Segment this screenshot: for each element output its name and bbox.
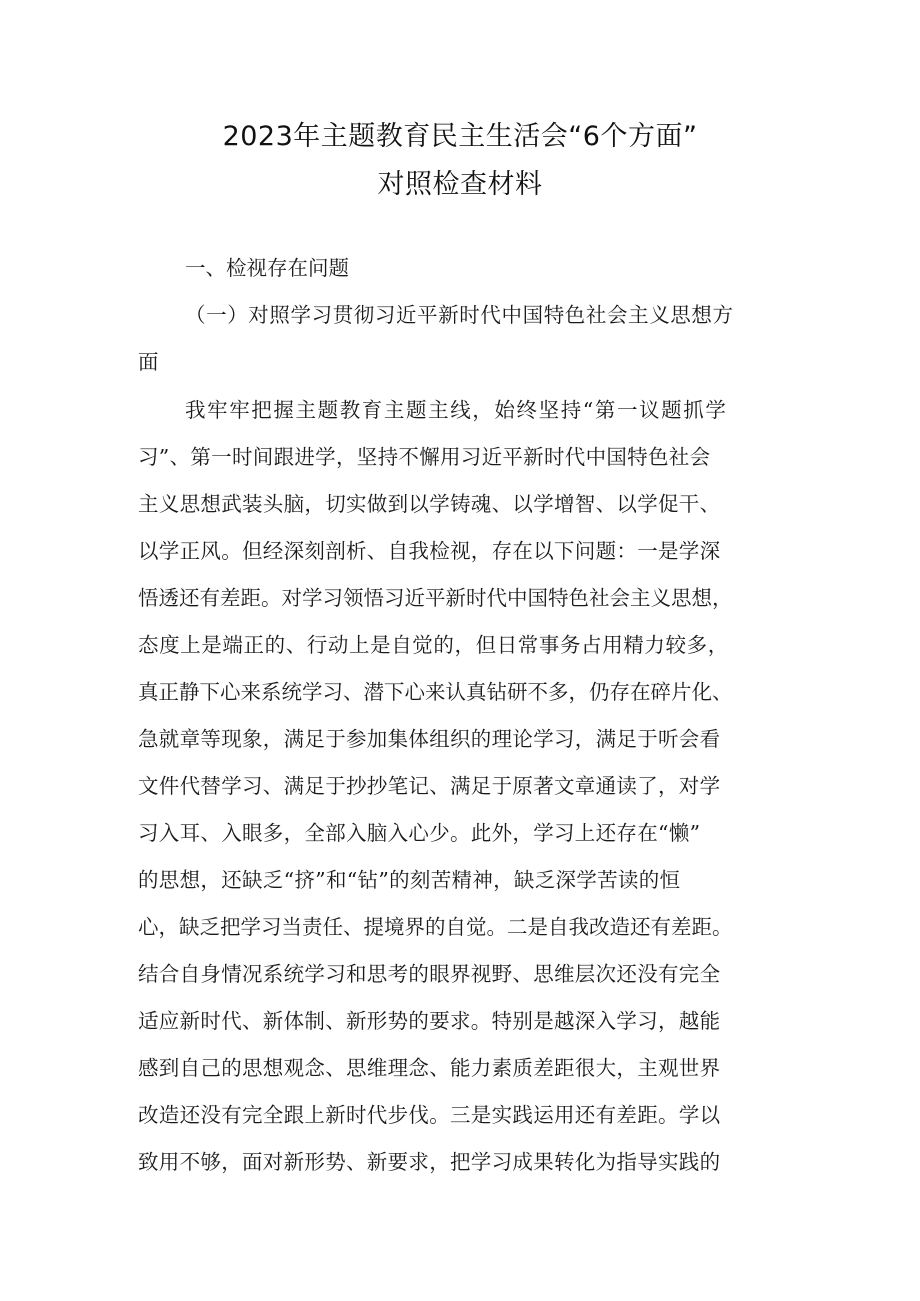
body-line-6: 态度上是端正的、行动上是自觉的，但日常事务占用精力较多， bbox=[138, 633, 729, 657]
body-line-17: 致用不够，面对新形势、新要求，把学习成果转化为指导实践的 bbox=[138, 1150, 721, 1174]
body-line-10: 习入耳、入眼多，全部入脑入心少。此外，学习上还存在“懒” bbox=[138, 821, 701, 845]
body-line-16: 改造还没有完全跟上新时代步伐。三是实践运用还有差距。学以 bbox=[138, 1103, 721, 1127]
section-heading: 一、检视存在问题 bbox=[185, 256, 349, 280]
document-title-line-1: 2023年主题教育民主生活会“6个方面” bbox=[222, 121, 698, 152]
body-line-1: 我牢牢把握主题教育主题主线，始终坚持“第一议题抓学 bbox=[185, 398, 728, 422]
body-line-9: 文件代替学习、满足于抄抄笔记、满足于原著文章通读了，对学 bbox=[138, 774, 721, 798]
body-line-12: 心，缺乏把学习当责任、提境界的自觉。二是自我改造还有差距。 bbox=[138, 915, 733, 939]
body-line-4: 以学正风。但经深刻剖析、自我检视，存在以下问题：一是学深 bbox=[138, 539, 721, 563]
body-line-3: 主义思想武装头脑，切实做到以学铸魂、以学增智、以学促干、 bbox=[138, 492, 721, 516]
document-title-line-2: 对照检查材料 bbox=[377, 169, 543, 200]
subsection-heading-line-2: 面 bbox=[138, 350, 159, 374]
body-line-2: 习”、第一时间跟进学，坚持不懈用习近平新时代中国特色社会 bbox=[138, 445, 711, 469]
subsection-heading-line-1: （一）对照学习贯彻习近平新时代中国特色社会主义思想方 bbox=[185, 303, 734, 327]
body-line-8: 急就章等现象，满足于参加集体组织的理论学习，满足于听会看 bbox=[138, 727, 721, 751]
body-line-13: 结合自身情况系统学习和思考的眼界视野、思维层次还没有完全 bbox=[138, 962, 721, 986]
body-line-7: 真正静下心来系统学习、潜下心来认真钻研不多，仍存在碎片化、 bbox=[138, 680, 733, 704]
body-line-14: 适应新时代、新体制、新形势的要求。特别是越深入学习，越能 bbox=[138, 1009, 721, 1033]
body-line-11: 的思想，还缺乏“挤”和“钻”的刻苦精神，缺乏深学苦读的恒 bbox=[138, 868, 681, 892]
body-line-15: 感到自己的思想观念、思维理念、能力素质差距很大，主观世界 bbox=[138, 1056, 721, 1080]
body-line-5: 悟透还有差距。对学习领悟习近平新时代中国特色社会主义思想， bbox=[138, 586, 733, 610]
